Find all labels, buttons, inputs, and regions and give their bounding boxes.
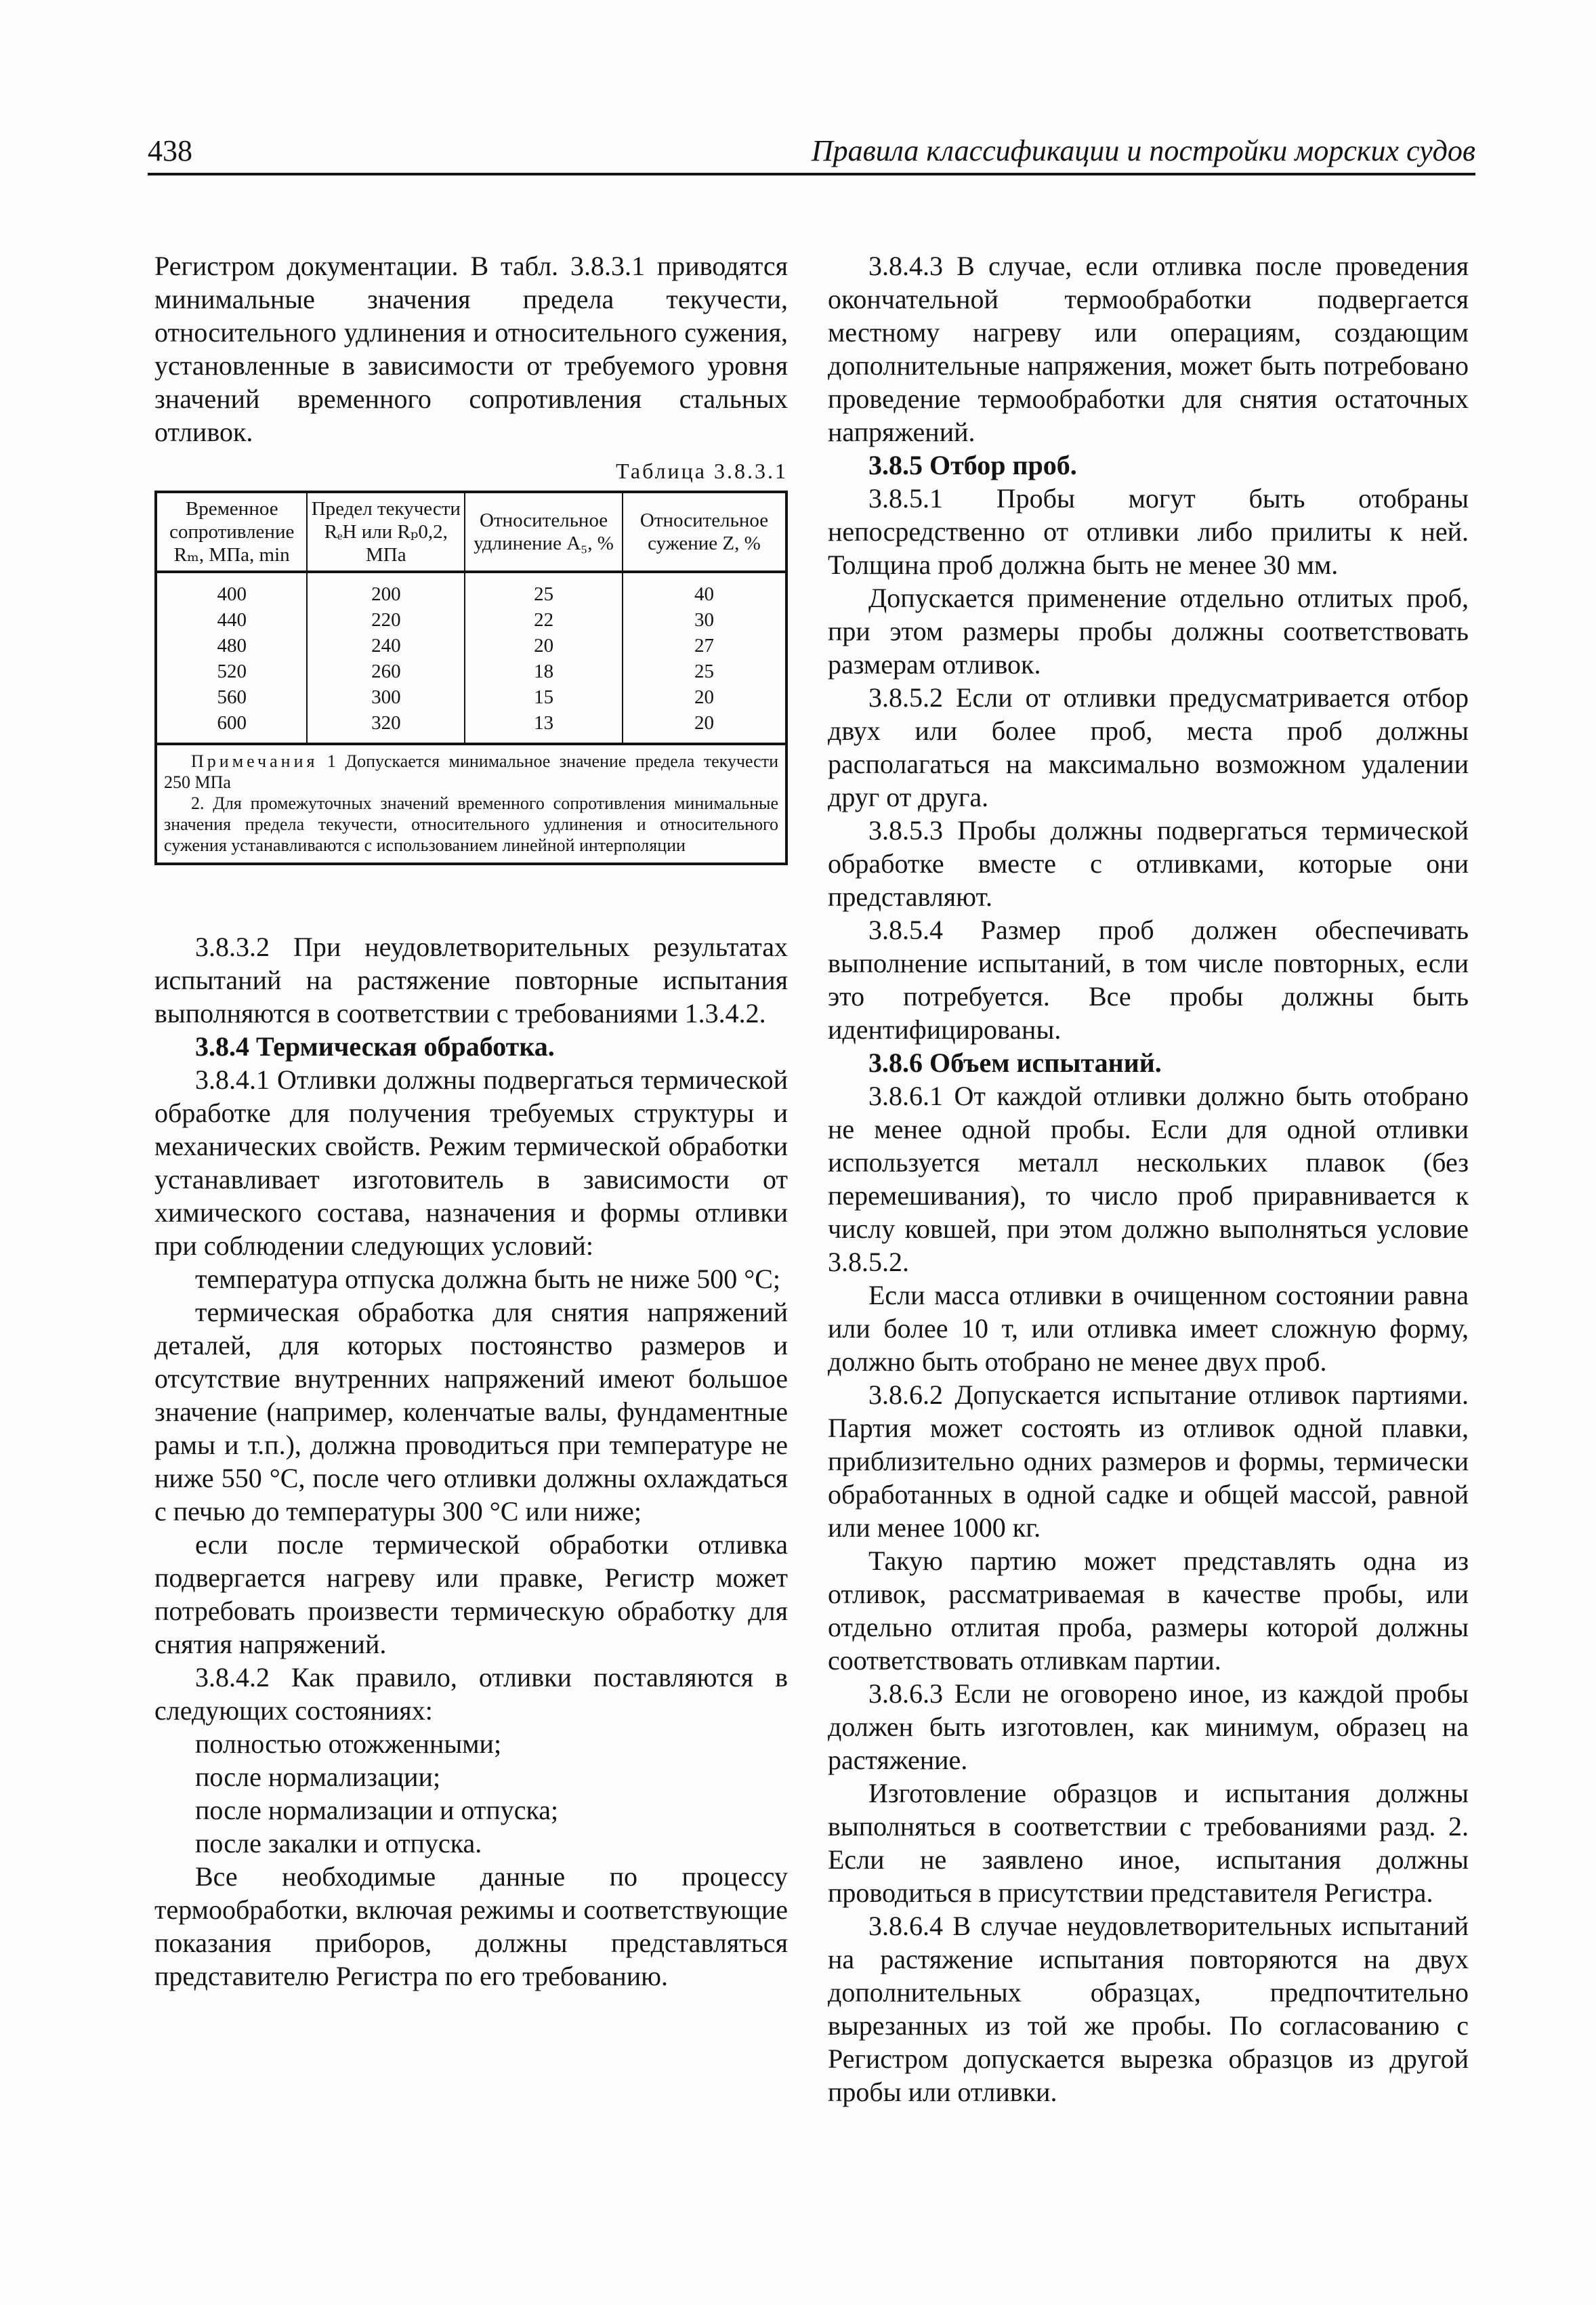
notes-label: Примечания: [191, 751, 318, 771]
left-column: [154, 249, 788, 1993]
table-row: [156, 684, 786, 710]
table-cell: 18: [465, 659, 623, 684]
paragraph-3-8-6-2: 3.8.6.2 Допускается испытание отливок партиями. Партия может состоять из отливок одной плавки, приблизительно одних размеров и формы, термически обработанных в одной садке и общей массой, равной или менее 1000 кг.: [828, 1379, 1469, 1543]
paragraph-3-8-6-4: 3.8.6.4 В случае неудовлетворительных испытаний на растяжение испытания повторяются на двух дополнительных образцах, предпочтительно вырезанных из той же пробы. По согласованию с Регистром допускается вырезка образцов из другой пробы или отливки.: [828, 1911, 1469, 2107]
condition-item: термическая обработка для снятия напряжений деталей, для которых постоянство размеров и отсутствие внутренних напряжений имеют большое значение (например, коленчатые валы, фундаментные рамы и т.п.), должна проводиться при температуре не ниже 550 °С, после чего отливки должны охлаждаться с печью до температуры 300 °С или ниже;: [154, 1297, 788, 1527]
table-cell: 320: [307, 710, 465, 744]
running-header: [148, 132, 1475, 175]
table-cell: 40: [623, 572, 786, 607]
table-cell: 15: [465, 684, 623, 710]
paragraph-3-8-5-1b: Допускается применение отдельно отлитых проб, при этом размеры пробы должны соответствовать размерам отливок.: [828, 583, 1469, 680]
col-header-elongation: Относительное удлинение A₅, %: [465, 492, 623, 572]
table-cell: 25: [623, 659, 786, 684]
table-cell: 200: [307, 572, 465, 607]
paragraph-heat-data: Все необходимые данные по процессу термообработки, включая режимы и соответствующие показания приборов, должны представляться представителю Регистра по его требованию.: [154, 1861, 788, 1991]
running-title: Правила классификации и постройки морских судов: [811, 134, 1475, 167]
table-row: [156, 659, 786, 684]
paragraph-3-8-4-1: 3.8.4.1 Отливки должны подвергаться термической обработке для получения требуемых структуры и механических свойств. Режим термической обработки устанавливает изготовитель в зависимости от химического состава, назначения и формы отливки при соблюдении следующих условий:: [154, 1064, 788, 1261]
state-item: после нормализации;: [195, 1762, 441, 1792]
table-cell: 520: [156, 659, 307, 684]
paragraph-3-8-5-4: 3.8.5.4 Размер проб должен обеспечивать выполнение испытаний, в том числе повторных, если это потребуется. Все пробы должны быть идентифицированы.: [828, 915, 1469, 1045]
table-row: [156, 710, 786, 744]
condition-item: температура отпуска должна быть не ниже 500 °С;: [195, 1264, 780, 1294]
col-header-yield: Предел текучести RₑH или Rₚ0,2, МПа: [307, 492, 465, 572]
state-item: полностью отожженными;: [195, 1728, 502, 1759]
page-number: 438: [148, 134, 192, 167]
state-item: после нормализации и отпуска;: [195, 1795, 559, 1825]
paragraph-3-8-6-3b: Изготовление образцов и испытания должны выполняться в соответствии с требованиями разд. 2. Если не заявлено иное, испытания должны проводиться в присутствии представителя Регистра.: [828, 1778, 1469, 1908]
note-1-text: 1 Допускается минимальное значение предела текучести 250 МПа: [164, 751, 778, 792]
table-cell: 25: [465, 572, 623, 607]
table-header-row: [156, 492, 786, 572]
paragraph-3-8-4-3: 3.8.4.3 В случае, если отливка после проведения окончательной термообработки подвергается местному нагреву или операциям, создающим дополнительные напряжения, может быть потребовано проведение термообработки для снятия остаточных напряжений.: [828, 251, 1469, 447]
paragraph-3-8-5-3: 3.8.5.3 Пробы должны подвергаться термической обработке вместе с отливками, которые они представляют.: [828, 815, 1469, 912]
table-cell: 13: [465, 710, 623, 744]
table-cell: 20: [623, 710, 786, 744]
table-cell: 22: [465, 607, 623, 633]
table-note-2: 2. Для промежуточных значений временного сопротивления минимальные значения предела текучести, относительного удлинения и относительного сужения устанавливаются с использованием линейной интерполяции: [164, 793, 778, 855]
heading-3-8-6: 3.8.6 Объем испытаний.: [868, 1047, 1162, 1078]
paragraph-3-8-5-2: 3.8.5.2 Если от отливки предусматривается отбор двух или более проб, места проб должны располагаться на максимально возможном удалении друг от друга.: [828, 682, 1469, 812]
paragraph-3-8-6-3: 3.8.6.3 Если не оговорено иное, из каждой пробы должен быть изготовлен, как минимум, образец на растяжение.: [828, 1678, 1469, 1775]
table-cell: 20: [623, 684, 786, 710]
table-notes-row: [156, 744, 786, 864]
state-item: после закалки и отпуска.: [195, 1828, 482, 1858]
table-cell: 30: [623, 607, 786, 633]
table-cell: 260: [307, 659, 465, 684]
table-row: [156, 572, 786, 607]
spacer: [154, 865, 788, 930]
table-cell: 220: [307, 607, 465, 633]
table-cell: 300: [307, 684, 465, 710]
table-notes: [156, 744, 786, 864]
table-cell: 27: [623, 633, 786, 659]
col-header-tensile: Временное сопротивление Rₘ, МПа, min: [156, 492, 307, 572]
col-header-reduction: Относительное сужение Z, %: [623, 492, 786, 572]
right-column: [828, 249, 1469, 2109]
table-caption: Таблица 3.8.3.1: [616, 459, 788, 483]
condition-item: если после термической обработки отливка подвергается нагреву или правке, Регистр может потребовать произвести термическую обработку для снятия напряжений.: [154, 1529, 788, 1659]
paragraph-3-8-6-1b: Если масса отливки в очищенном состоянии равна или более 10 т, или отливка имеет сложную форму, должно быть отобрано не менее двух проб.: [828, 1280, 1469, 1377]
table-cell: 400: [156, 572, 307, 607]
table-row: [156, 633, 786, 659]
heading-3-8-4: 3.8.4 Термическая обработка.: [195, 1031, 555, 1062]
table-note-1: [164, 751, 778, 793]
table-cell: 240: [307, 633, 465, 659]
table-cell: 600: [156, 710, 307, 744]
table-cell: 20: [465, 633, 623, 659]
paragraph-intro: Регистром документации. В табл. 3.8.3.1 приводятся минимальные значения предела текучести, относительного удлинения и относительного сужения, установленные в зависимости от требуемого уровня значений временного сопротивления стальных отливок.: [154, 251, 788, 447]
paragraph-3-8-3-2: 3.8.3.2 При неудовлетворительных результатах испытаний на растяжение повторные испытания выполняются в соответствии с требованиями 1.3.4.2.: [154, 932, 788, 1029]
heading-3-8-5: 3.8.5 Отбор проб.: [868, 450, 1077, 480]
table-cell: 480: [156, 633, 307, 659]
paragraph-3-8-6-1: 3.8.6.1 От каждой отливки должно быть отобрано не менее одной пробы. Если для одной отливки используется металл нескольких плавок (без перемешивания), то число проб приравнивается к числу ковшей, при этом должно выполняться условие 3.8.5.2.: [828, 1081, 1469, 1277]
paragraph-3-8-5-1: 3.8.5.1 Пробы могут быть отобраны непосредственно от отливки либо прилиты к ней. Толщина проб должна быть не менее 30 мм.: [828, 483, 1469, 580]
table-cell: 560: [156, 684, 307, 710]
properties-table: [154, 491, 788, 865]
table-row: [156, 607, 786, 633]
paragraph-3-8-4-2: 3.8.4.2 Как правило, отливки поставляются в следующих состояниях:: [154, 1662, 788, 1726]
paragraph-3-8-6-2b: Такую партию может представлять одна из отливок, рассматриваемая в качестве пробы, или отдельно отлитая проба, размеры которой должны соответствовать отливкам партии.: [828, 1545, 1469, 1676]
table-cell: 440: [156, 607, 307, 633]
